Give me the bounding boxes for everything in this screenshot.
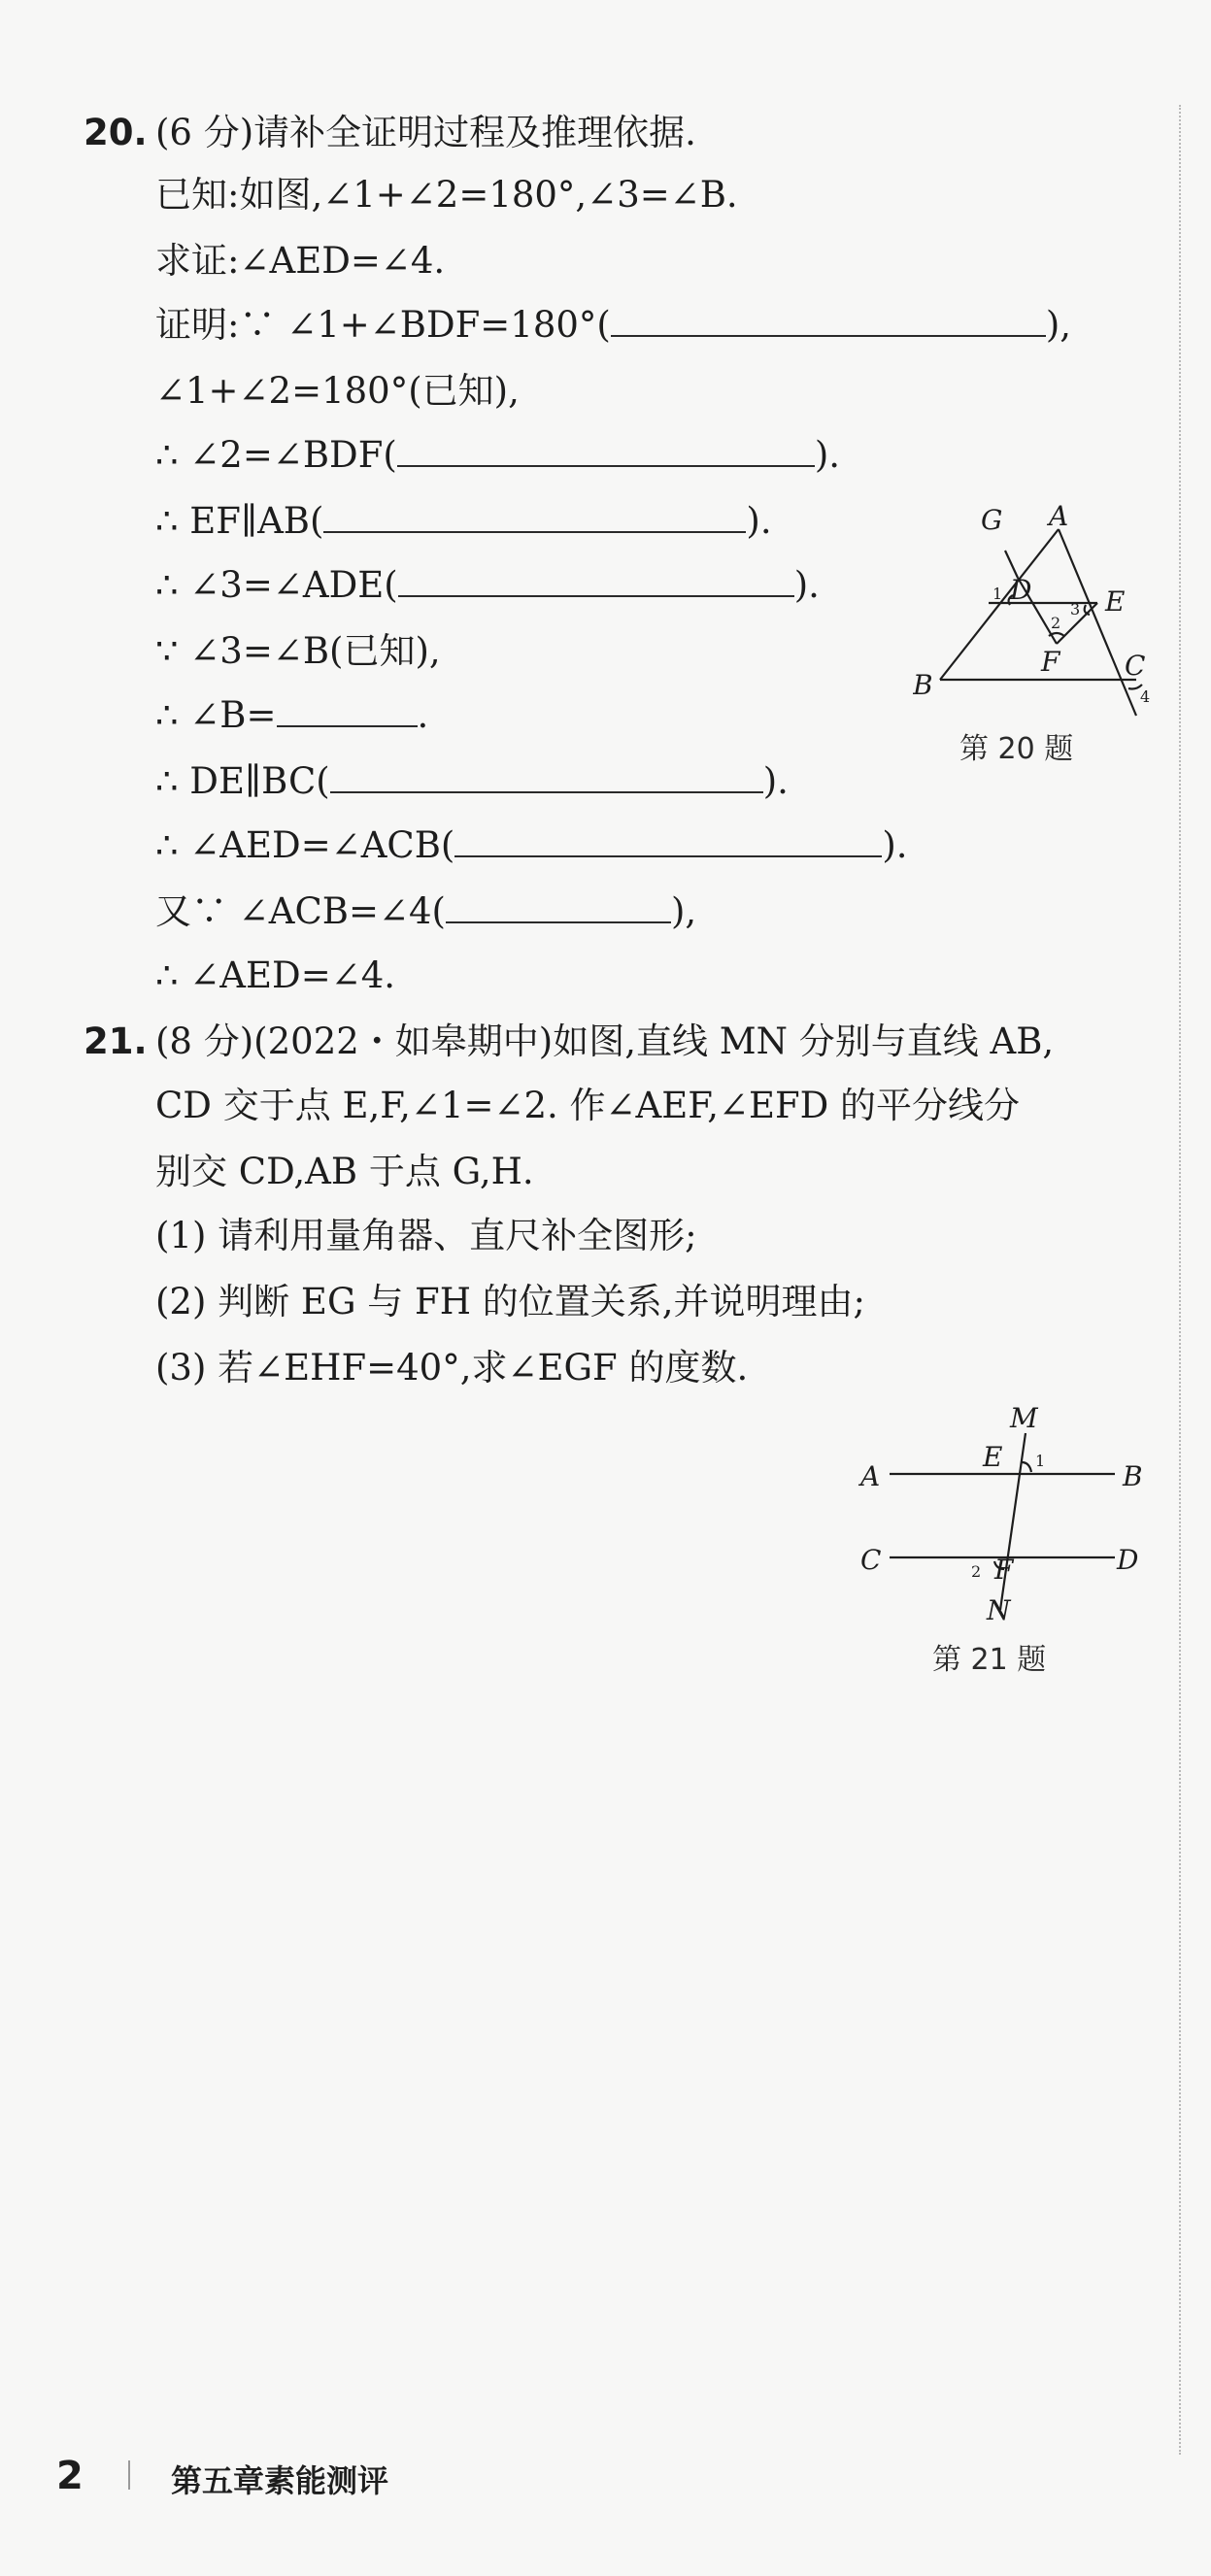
footer-divider [128,2460,130,2490]
q20-line-10-text: ∴ ∠B= [155,694,277,736]
q21-line-5: (2) 判断 EG 与 FH 的位置关系,并说明理由; [155,1281,865,1322]
q21-line-4: (1) 请利用量角器、直尺补全图形; [155,1215,697,1256]
angle-2-arc [1049,633,1064,636]
q20-line-12 [155,821,908,870]
label-angle-1: 1 [1035,1452,1046,1470]
answer-blank-6[interactable] [330,758,763,793]
label-angle-4: 4 [1140,687,1151,706]
q20-line-10 [155,691,428,740]
figure-20-diagram [913,490,1165,723]
q20-line-2: 已知:如图,∠1+∠2=180°,∠3=∠B. [155,174,738,216]
label-A: A [860,1460,881,1492]
q20-line-6-text: ∴ ∠2=∠BDF( [155,434,397,476]
q20-line-7-tail: ). [746,500,772,542]
label-C: C [1125,650,1146,682]
label-M: M [1010,1402,1038,1434]
label-B: B [1123,1460,1143,1492]
q20-line-11 [155,757,789,806]
answer-blank-3[interactable] [323,498,746,533]
q20-line-4-text: 证明:∵ ∠1+∠BDF=180°( [155,304,611,346]
label-D: D [1117,1544,1139,1576]
figure-21-caption: 第 21 题 [932,1643,1047,1677]
figure-21 [855,1398,1156,1631]
q20-line-11-tail: ). [762,760,789,802]
label-E: E [983,1441,1003,1473]
q21-line-3: 别交 CD,AB 于点 G,H. [155,1151,534,1192]
label-A: A [1049,500,1069,532]
q20-line-8 [155,561,820,610]
line-ac-extended [1059,529,1136,716]
answer-blank-2[interactable] [397,432,815,467]
answer-blank-5[interactable] [277,692,418,727]
answer-blank-8[interactable] [446,888,671,923]
q20-line-11-text: ∴ DE∥BC( [155,760,330,802]
answer-blank-1[interactable] [611,302,1046,337]
figure-20-caption: 第 20 题 [959,732,1074,766]
label-D: D [1010,574,1032,606]
margin-dotted-rule [1179,105,1181,2455]
q20-line-6 [155,431,840,480]
q20-line-6-tail: ). [814,434,841,476]
q20-line-14: ∴ ∠AED=∠4. [155,954,396,996]
q20-line-5: ∠1+∠2=180°(已知), [155,370,520,412]
q20-line-8-tail: ). [793,564,820,606]
q20-line-12-tail: ). [882,824,908,866]
label-F: F [994,1554,1014,1586]
q20-line-4-tail: ), [1045,304,1072,346]
figure-20 [913,490,1165,723]
q20-line-9: ∵ ∠3=∠B(已知), [155,630,441,672]
label-E: E [1105,585,1126,618]
q20-line-3: 求证:∠AED=∠4. [155,240,446,282]
q20-line-13 [155,887,696,936]
label-angle-2: 2 [1051,614,1061,632]
q20-line-10-tail: . [417,694,429,736]
label-N: N [987,1594,1011,1626]
label-B: B [913,669,933,701]
q20-line-8-text: ∴ ∠3=∠ADE( [155,564,398,606]
q21-line-1: (8 分)(2022・如皋期中)如图,直线 MN 分别与直线 AB, [155,1020,1055,1062]
figure-21-diagram [855,1398,1156,1631]
label-angle-1: 1 [992,585,1003,603]
q20-line-13-tail: ), [670,890,697,932]
footer-chapter-title: 第五章素能测评 [171,2462,389,2499]
angle-1-arc [1022,1462,1031,1472]
q21-line-6: (3) 若∠EHF=40°,求∠EGF 的度数. [155,1347,749,1388]
angle-3-arc [1085,605,1090,615]
q20-line-4 [155,301,1071,350]
label-C: C [860,1544,882,1576]
q20-line-13-text: 又∵ ∠ACB=∠4( [155,890,446,932]
q20-line-7-text: ∴ EF∥AB( [155,500,324,542]
q21-line-2: CD 交于点 E,F,∠1=∠2. 作∠AEF,∠EFD 的平分线分 [155,1085,1021,1126]
label-angle-3: 3 [1070,600,1081,619]
q20-line-7 [155,497,772,546]
footer-page-number: 2 [56,2454,84,2498]
label-G: G [981,504,1003,536]
answer-blank-4[interactable] [398,562,794,597]
q20-line-12-text: ∴ ∠AED=∠ACB( [155,824,455,866]
question-21-number: 21. [84,1020,148,1062]
answer-blank-7[interactable] [454,822,882,857]
label-angle-2: 2 [971,1562,982,1581]
label-F: F [1041,646,1060,678]
question-20-number: 20. [84,112,148,153]
q20-line-1: (6 分)请补全证明过程及推理依据. [155,112,696,153]
